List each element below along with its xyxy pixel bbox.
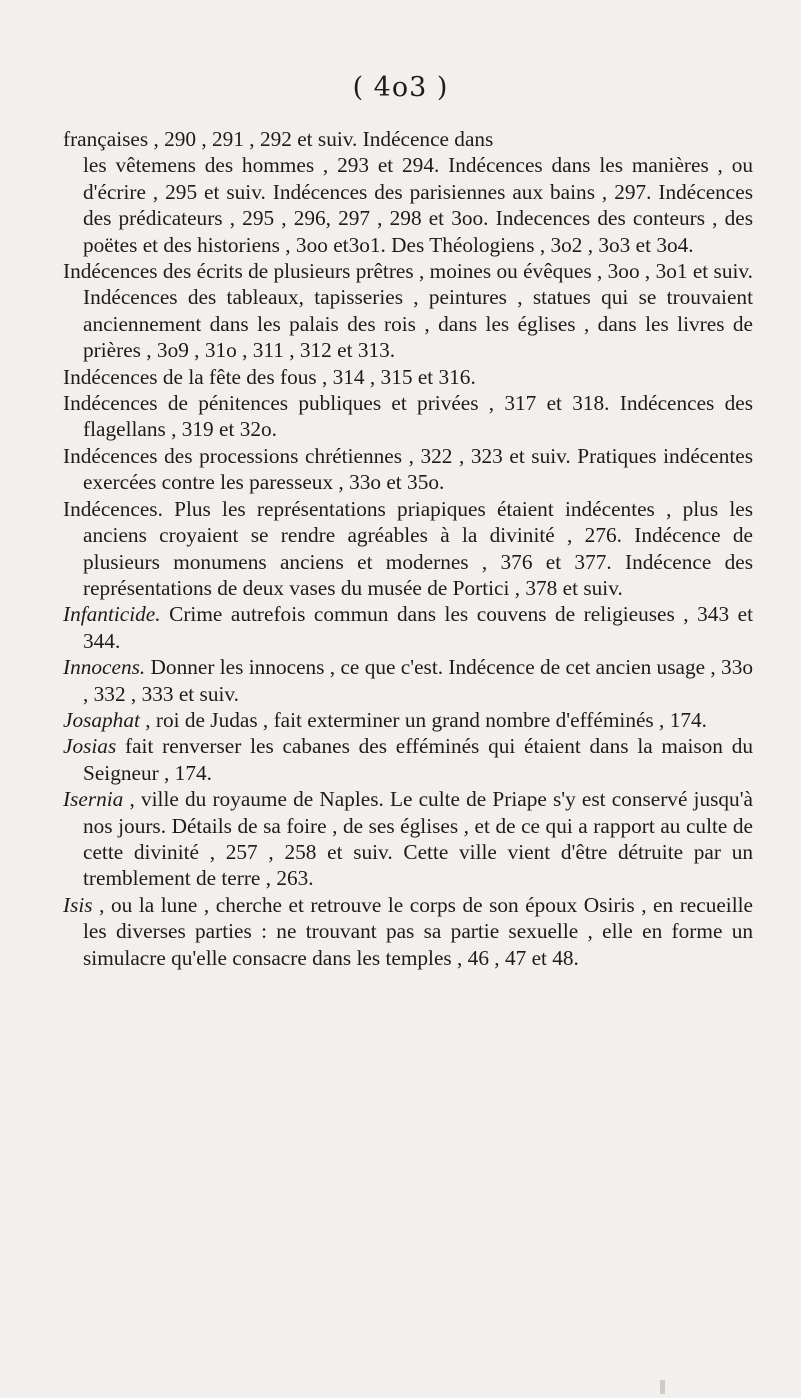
index-text (63, 126, 753, 971)
entry-headword: Isis (63, 892, 93, 917)
entry-headword: Josias (63, 734, 117, 759)
index-entry-indecence-vetemens (63, 152, 753, 258)
entry-text: Crime autrefois commun dans les couvens de religieuses , 343 et 344. (83, 602, 753, 653)
entry-text: Indécences de la fête des fous , 314 , 315 et 316. (63, 364, 476, 389)
index-entry-isis (63, 892, 753, 971)
index-entry-josias (63, 733, 753, 786)
entry-text: Indécences. Plus les représentations priapiques étaient indécentes , plus les anciens croyaient se rendre agréables à la divinité , 276. Indécence de plusieurs monumens anciens et modernes , 376 et 377. Indécence des représentations de deux vases du musée de Portici , 378 et suiv. (63, 496, 753, 600)
entry-text: Donner les innocens , ce que c'est. Indécence de cet ancien usage , 33o , 332 , 333 et suiv. (83, 655, 753, 706)
entry-text: , ville du royaume de Naples. Le culte de Priape s'y est conservé jusqu'à nos jours. Détails de sa foire , de ses églises , et de ce qui a rapport au culte de cette divinité , 257 , 258 et suiv. Cette ville vient d'être détruite par un tremblement de terre , 263. (83, 787, 753, 891)
entry-text: les vêtemens des hommes , 293 et 294. Indécences dans les manières , ou d'écrire , 295 et suiv. Indécences des parisiennes aux bains , 297. Indécences des prédicateurs , 295 , 296, 297 , 298 et 3oo. Indecences des conteurs , des poëtes et des historiens , 3oo et3o1. Des Théologiens , 3o2 , 3o3 et 3o4. (83, 153, 753, 257)
entry-text: , ou la lune , cherche et retrouve le corps de son époux Osiris , en recueille les diverses parties : ne trouvant pas sa partie sexuelle , elle en forme un simulacre qu'elle consacre dans les temples , 46 , 47 et 48. (83, 892, 753, 970)
page-number: ( 4o3 ) (352, 72, 449, 103)
index-entry-indecences-processions (63, 443, 753, 496)
index-entry-josaphat (63, 707, 753, 733)
entry-text: Indécences de pénitences publiques et privées , 317 et 318. Indécences des flagellans , 319 et 32o. (63, 391, 753, 442)
index-entry-innocens (63, 654, 753, 707)
entry-text: Indécences des processions chrétiennes , 322 , 323 et suiv. Pratiques indécentes exercées contre les paresseux , 33o et 35o. (63, 443, 753, 495)
entry-headword: Innocens. (63, 655, 146, 680)
entry-text: Indécences des écrits de plusieurs prêtres , moines ou évêques , 3oo , 3o1 et suiv. Indécences des tableaux, tapisseries , peintures , statues qui se trouvaient anciennement dans les palais des rois , dans les églises , dans les livres de prières , 3o9 , 31o , 311 , 312 et 313. (63, 259, 753, 363)
index-entry-indecences-ecrits (63, 258, 753, 364)
index-entry-indecences-priapiques (63, 496, 753, 602)
entry-text: , roi de Judas , fait exterminer un grand nombre d'efféminés , 174. (139, 707, 707, 732)
entry-headword: Isernia (63, 787, 124, 812)
entry-headword: Infanticide. (63, 602, 161, 627)
index-entry-indecences-penitences (63, 390, 753, 443)
index-entry-continuation (63, 126, 753, 152)
index-entry-infanticide (63, 601, 753, 654)
index-entry-indecences-fete (63, 364, 753, 390)
index-entry-isernia (63, 786, 753, 892)
entry-text: fait renverser les cabanes des efféminés qui étaient dans la maison du Seigneur , 174. (83, 734, 753, 785)
paper-speck (660, 1380, 665, 1394)
entry-text: françaises , 290 , 291 , 292 et suiv. Indécence dans (63, 127, 494, 151)
entry-headword: Josaphat (63, 707, 140, 732)
